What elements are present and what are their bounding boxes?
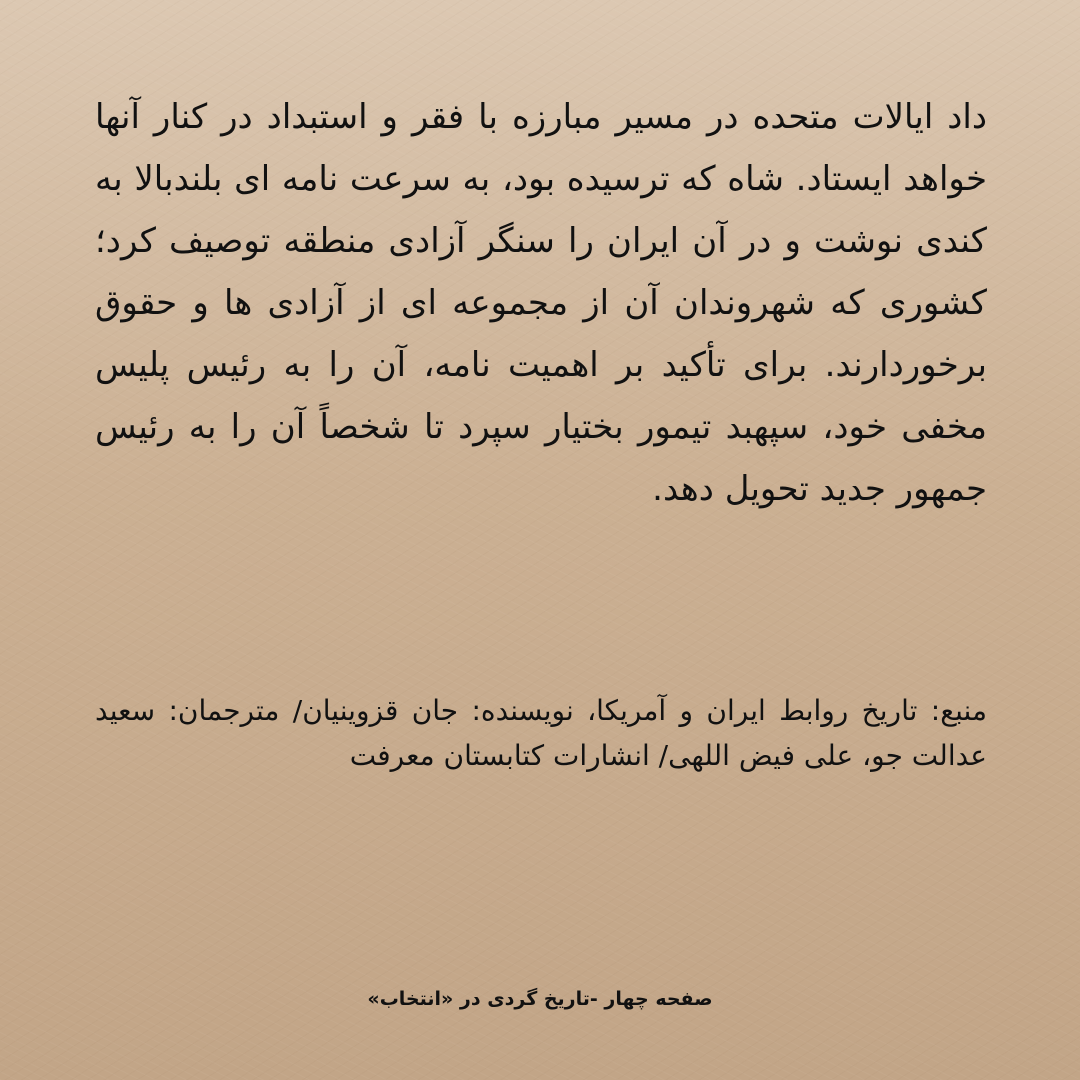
source-citation: منبع: تاریخ روابط ایران و آمریکا، نویسنده: جان قزوینیان/ مترجمان: سعید عدالت جو، علی فیض اللهی/ انشارات کتابستان معرفت	[95, 694, 987, 772]
page-footer: صفحه چهار -تاریخ گردی در «انتخاب»	[367, 988, 713, 1010]
article-body-text: داد ایالات متحده در مسیر مبارزه با فقر و استبداد در کنار آنها خواهد ایستاد. شاه که ترسیده بود، به سرعت نامه ای بلندبالا به کندی نوشت و در آن ایران را سنگر آزادی منطقه توصیف کرد؛ کشوری که شهروندان آن از مجموعه ای از آزادی ها و حقوق برخوردارند. برای تأکید بر اهمیت نامه، آن را به رئیس پلیس مخفی خود، سپهبد تیمور بختیار سپرد تا شخصاً آن را به رئیس جمهور جدید تحویل دهد.	[95, 97, 987, 509]
